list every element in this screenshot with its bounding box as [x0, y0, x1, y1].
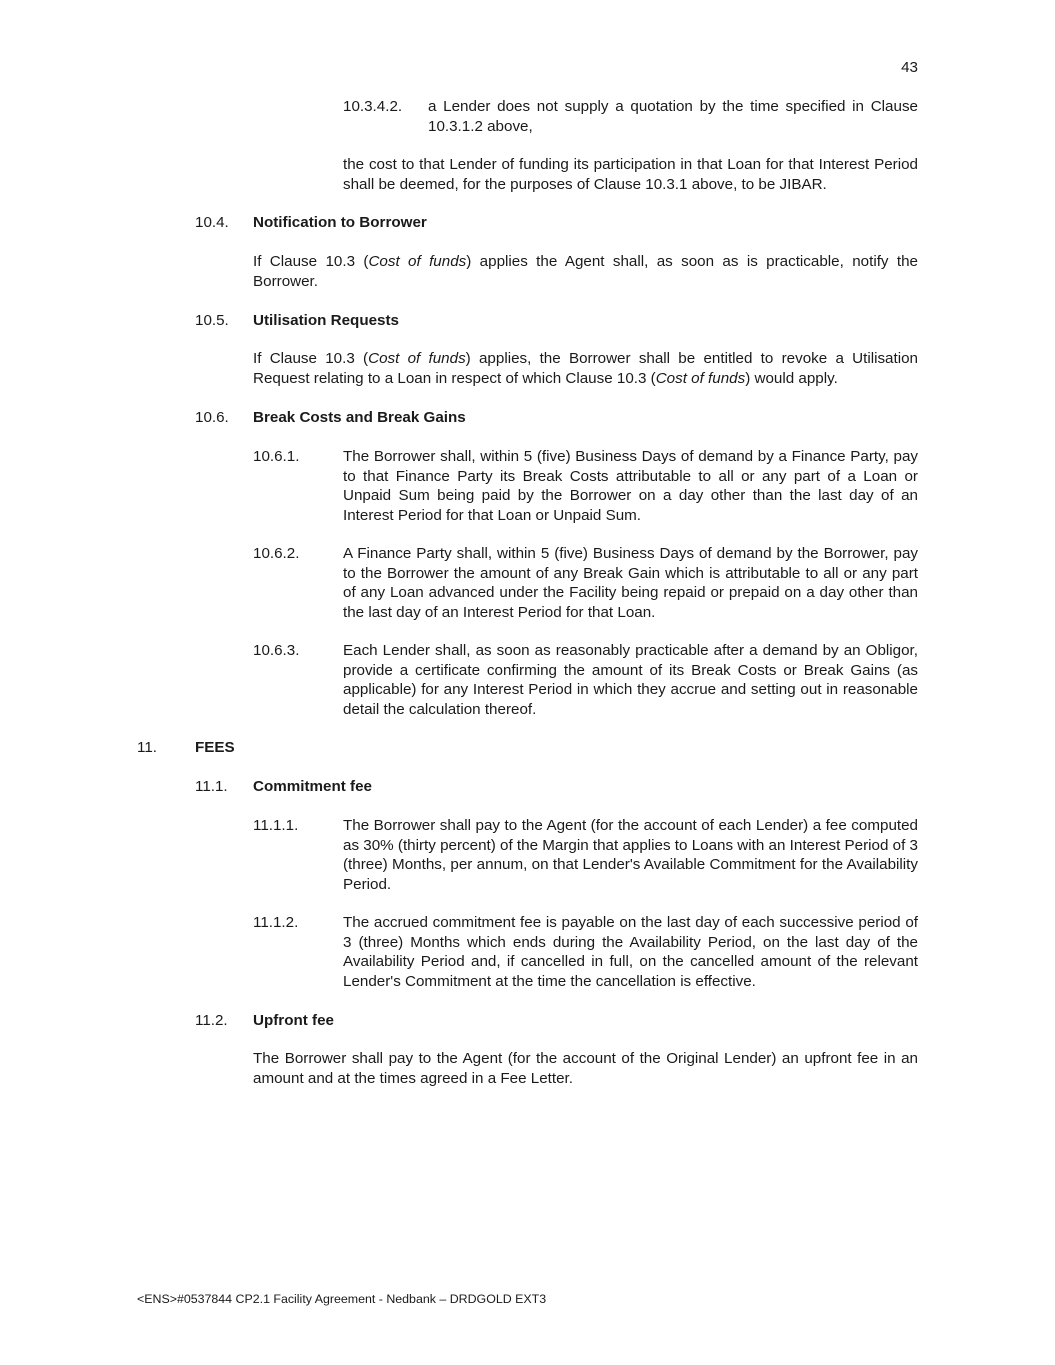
- clause-number-10-6-1: 10.6.1.: [253, 448, 300, 465]
- clause-text-10-6-1: The Borrower shall, within 5 (five) Business Days of demand by a Finance Party, pay to that Finance Party its Break Costs attributable to all or any part of a Loan or Unpaid Sum being paid by the Borrower on a day other than the last day of an Interest Period for that Loan or Unpaid Sum.: [343, 448, 918, 524]
- clause-text-10-6-2: A Finance Party shall, within 5 (five) Business Days of demand by the Borrower, pay to the Borrower the amount of any Break Gain which is attributable to all or any part of any Loan advanced under the Facility being repaid or prepaid on a day other than the last day of an Interest Period for that Loan.: [343, 545, 918, 621]
- clause-10-3-4-tail: the cost to that Lender of funding its participation in that Loan for that Interest Period shall be deemed, for the purposes of Clause 10.3.1 above, to be JIBAR.: [343, 156, 918, 193]
- heading-fees: FEES: [195, 739, 235, 756]
- clause-10-5-body: If Clause 10.3 (Cost of funds) applies, the Borrower shall be entitled to revoke a Utilisation Request relating to a Loan in respect of which Clause 10.3 (Cost of funds) would apply.: [253, 350, 918, 387]
- heading-commitment-fee: Commitment fee: [253, 778, 372, 795]
- clause-text-10-6-3: Each Lender shall, as soon as reasonably practicable after a demand by an Obligor, provide a certificate confirming the amount of its Break Costs or Break Gains (as applicable) for any Interest Period in which they accrue and setting out in reasonable detail the calculation thereof.: [343, 642, 918, 718]
- clause-number-10-5: 10.5.: [195, 312, 229, 329]
- clause-number-10-6: 10.6.: [195, 409, 229, 426]
- clause-number-10-4: 10.4.: [195, 214, 229, 231]
- clause-number-11-1-2: 11.1.2.: [253, 914, 299, 931]
- clause-number-10-3-4-2: 10.3.4.2.: [343, 98, 403, 115]
- clause-text-10-3-4-2: a Lender does not supply a quotation by the time specified in Clause 10.3.1.2 above,: [428, 98, 918, 135]
- document-footer: <ENS>#0537844 CP2.1 Facility Agreement - Nedbank – DRDGOLD EXT3: [137, 1292, 547, 1306]
- heading-break-costs-and-break-gains: Break Costs and Break Gains: [253, 409, 466, 426]
- clause-text-11-1-1: The Borrower shall pay to the Agent (for the account of each Lender) a fee computed as 30% (thirty percent) of the Margin that applies to Loans with an Interest Period of 3 (three) Months, per annum, on that Lender's Available Commitment for the Availability Period.: [343, 817, 918, 893]
- clause-number-10-6-2: 10.6.2.: [253, 545, 300, 562]
- clause-number-11-2: 11.2.: [195, 1012, 228, 1029]
- heading-upfront-fee: Upfront fee: [253, 1012, 334, 1029]
- clause-number-10-6-3: 10.6.3.: [253, 642, 300, 659]
- clause-number-11: 11.: [137, 739, 157, 756]
- clause-10-4-body: If Clause 10.3 (Cost of funds) applies the Agent shall, as soon as is practicable, notify the Borrower.: [253, 253, 918, 290]
- clause-number-11-1-1: 11.1.1.: [253, 817, 299, 834]
- page-number: 43: [901, 59, 918, 76]
- clause-number-11-1: 11.1.: [195, 778, 228, 795]
- clause-11-2-body: The Borrower shall pay to the Agent (for the account of the Original Lender) an upfront fee in an amount and at the times agreed in a Fee Letter.: [253, 1050, 918, 1087]
- clause-text-11-1-2: The accrued commitment fee is payable on the last day of each successive period of 3 (three) Months which ends during the Availability Period, on the last day of the Availability Period and, if cancelled in full, on the cancelled amount of the relevant Lender's Commitment at the time the cancellation is effective.: [343, 914, 918, 990]
- heading-utilisation-requests: Utilisation Requests: [253, 312, 399, 329]
- heading-notification-to-borrower: Notification to Borrower: [253, 214, 427, 231]
